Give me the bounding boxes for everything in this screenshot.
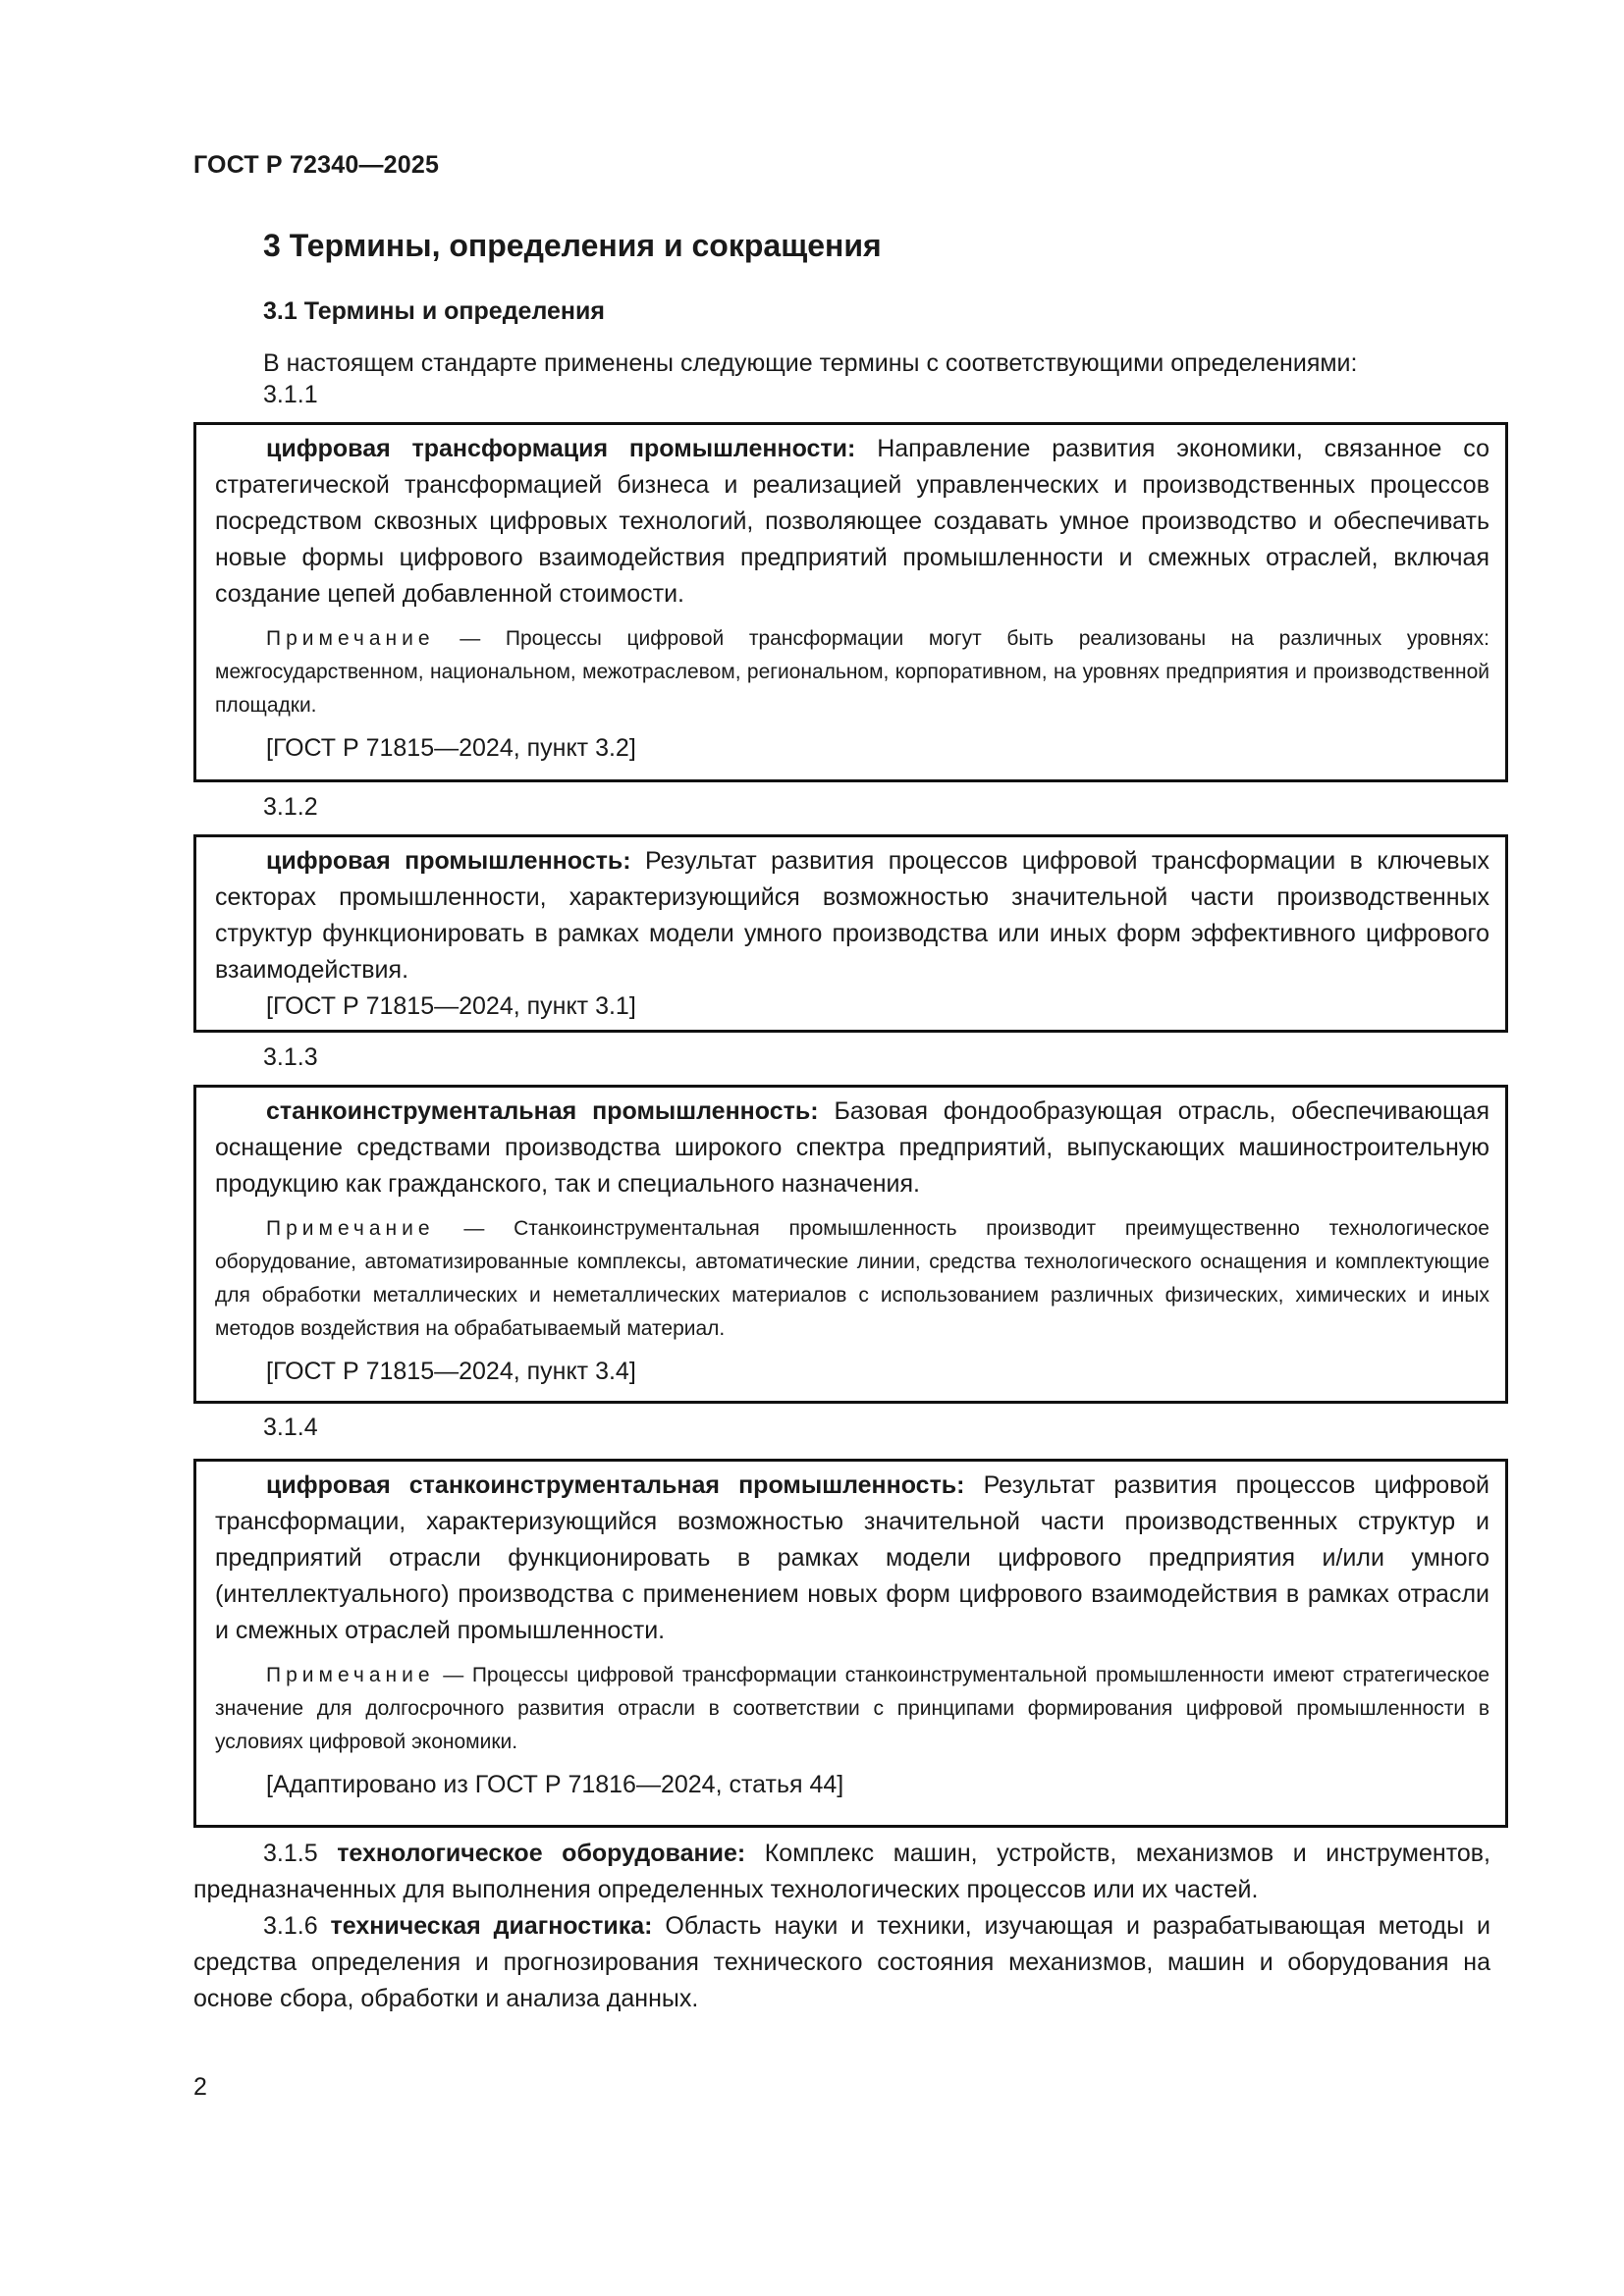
- term-name: технологическое оборудование:: [337, 1840, 746, 1867]
- term-box-3-1-3: [193, 1085, 1508, 1404]
- subsection-title: 3.1 Термины и определения: [263, 297, 605, 325]
- definition-text: Результат развития процессов цифровой трансформации, характеризующийся возможностью значительной части производственных структур и предприятий отрасли функционировать в рамках модели цифрового предприятия и/или умного (интеллектуального) производства с применением новых форм цифрового взаимодействия в рамках отрасли и смежных отраслей промышленности.: [215, 1471, 1490, 1644]
- note-label: Примечание: [266, 627, 435, 650]
- term-number: 3.1.1: [263, 381, 318, 408]
- term-number: 3.1.2: [263, 793, 318, 821]
- inline-term-3-1-5: [193, 1836, 1490, 1908]
- term-number: 3.1.6: [263, 1912, 331, 1940]
- term-definition: [215, 843, 1489, 988]
- note-text: — Процессы цифровой трансформации станкоинструментальной промышленности имеют стратегическое значение для долгосрочного развития отрасли в соответствии с принципами формирования цифровой промышленности в условиях цифровой экономики.: [215, 1664, 1489, 1753]
- definition-text: Комплекс машин, устройств, механизмов и инструментов, предназначенных для выполнения определенных технологических процессов или их частей.: [193, 1840, 1490, 1903]
- note-text: — Процессы цифровой трансформации могут быть реализованы на различных уровнях: межгосударственном, национальном, межотраслевом, региональном, корпоративном, на уровнях предприятия и производственной площадки.: [215, 627, 1489, 717]
- term-source: [ГОСТ Р 71815—2024, пункт 3.4]: [266, 1358, 636, 1385]
- term-source: [ГОСТ Р 71815—2024, пункт 3.2]: [266, 734, 636, 762]
- note-label: Примечание: [266, 1664, 435, 1686]
- term-number: 3.1.4: [263, 1414, 318, 1441]
- term-box-3-1-1: [193, 422, 1508, 782]
- inline-term-3-1-6: [193, 1908, 1490, 2017]
- definition-text: Направление развития экономики, связанное со стратегической трансформацией бизнеса и реализацией управленческих и производственных процессов посредством сквозных цифровых технологий, позволяющее создавать умное производство и обеспечивать новые формы цифрового взаимодействия предприятий промышленности и смежных отраслей, включая создание цепей добавленной стоимости.: [215, 435, 1489, 608]
- page-number: 2: [193, 2073, 207, 2101]
- term-name: цифровая промышленность:: [266, 847, 631, 875]
- term-name: станкоинструментальная промышленность:: [266, 1097, 819, 1125]
- term-definition: [215, 1468, 1489, 1649]
- term-name: цифровая трансформация промышленности:: [266, 435, 856, 462]
- term-note: [215, 1659, 1489, 1759]
- note-label: Примечание: [266, 1217, 435, 1240]
- section-title: 3 Термины, определения и сокращения: [263, 228, 882, 263]
- definition-text: Результат развития процессов цифровой трансформации в ключевых секторах промышленности, характеризующийся возможностью значительной части производственных структур функционировать в рамках модели умного производства или иных форм эффективного цифрового взаимодействия.: [215, 847, 1490, 984]
- inline-terms: [193, 1836, 1490, 2017]
- term-definition: [215, 431, 1489, 613]
- term-number: 3.1.5: [263, 1840, 338, 1867]
- note-text: — Станкоинструментальная промышленность производит преимущественно технологическое оборудование, автоматизированные комплексы, автоматические линии, средства технологического оснащения и комплектующие для обработки металлических и неметаллических материалов с использованием различных физических, химических и иных методов воздействия на обрабатываемый материал.: [215, 1217, 1489, 1340]
- term-box-3-1-2: [193, 834, 1508, 1033]
- term-number: 3.1.3: [263, 1043, 318, 1071]
- term-box-3-1-4: [193, 1459, 1508, 1828]
- term-note: [215, 622, 1489, 722]
- definition-text: Область науки и техники, изучающая и разрабатывающая методы и средства определения и прогнозирования технического состояния механизмов, машин и оборудования на основе сбора, обработки и анализа данных.: [193, 1912, 1490, 2012]
- document-code-header: ГОСТ Р 72340—2025: [193, 151, 440, 179]
- term-note: [215, 1212, 1489, 1346]
- definition-text: Базовая фондообразующая отрасль, обеспечивающая оснащение средствами производства широкого спектра предприятий, выпускающих машиностроительную продукцию как гражданского, так и специального назначения.: [215, 1097, 1489, 1198]
- term-source: [Адаптировано из ГОСТ Р 71816—2024, статья 44]: [266, 1771, 844, 1798]
- term-name: цифровая станкоинструментальная промышленность:: [266, 1471, 965, 1499]
- intro-paragraph: В настоящем стандарте применены следующие термины с соответствующими определениями:: [263, 349, 1358, 377]
- term-definition: [215, 1094, 1489, 1202]
- term-name: техническая диагностика:: [330, 1912, 653, 1940]
- term-source: [ГОСТ Р 71815—2024, пункт 3.1]: [266, 992, 636, 1020]
